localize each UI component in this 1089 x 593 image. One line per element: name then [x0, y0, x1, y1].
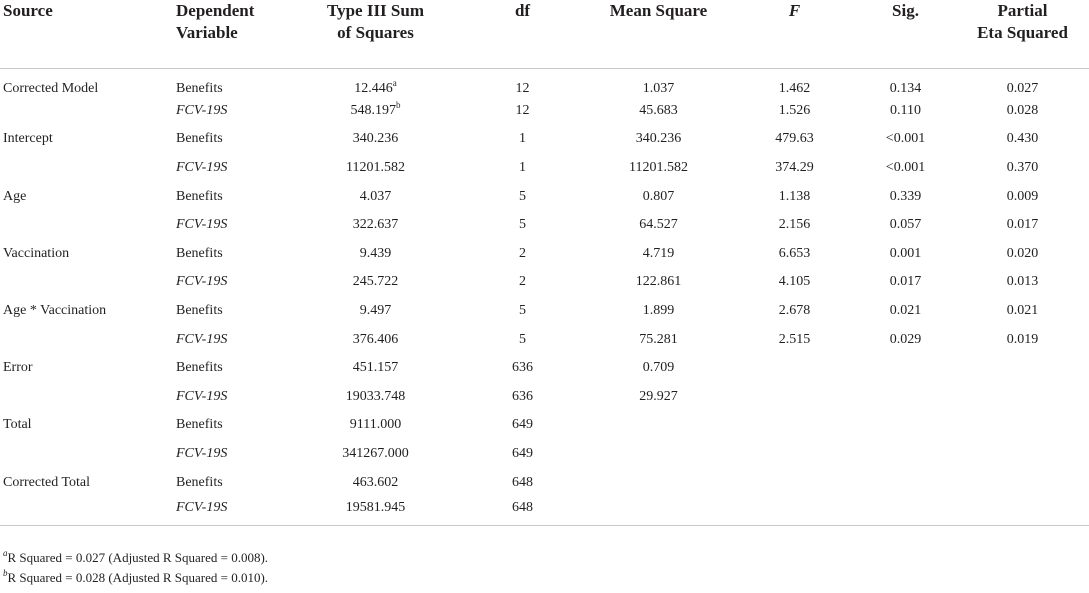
cell-source	[0, 325, 173, 354]
cell-f	[733, 411, 855, 440]
table-body	[0, 68, 1089, 526]
cell-dependent-variable: FCV-19S	[176, 388, 228, 404]
cell-sum-of-squares: 451.157	[352, 360, 399, 376]
cell-mean-square	[583, 411, 733, 440]
cell-partial-eta-squared	[955, 468, 1089, 497]
header-df: df	[514, 1, 531, 20]
cell-dependent-variable: Benefits	[176, 131, 223, 147]
cell-f	[733, 354, 855, 383]
cell-df: 5	[519, 188, 526, 204]
cell-mean-square: 11201.582	[629, 160, 688, 176]
cell-partial-eta-squared: 0.027	[1006, 80, 1039, 96]
cell-partial-eta-squared: 0.019	[1006, 331, 1039, 347]
cell-sum-of-squares: 19581.945	[345, 499, 406, 515]
cell-df: 649	[512, 446, 533, 462]
cell-dependent-variable: FCV-19S	[176, 102, 228, 118]
cell-sum-of-squares: 341267.000	[342, 446, 409, 462]
cell-sig: 0.057	[889, 217, 922, 233]
cell-mean-square	[583, 440, 733, 469]
cell-sig: 0.339	[889, 188, 922, 204]
header-dependent-variable: Dependent Variable	[176, 1, 255, 42]
cell-df: 12	[515, 102, 530, 118]
cell-df: 636	[512, 360, 533, 376]
cell-dependent-variable: Benefits	[176, 360, 223, 376]
cell-sig	[855, 497, 955, 526]
cell-f: 374.29	[775, 160, 814, 176]
cell-partial-eta-squared	[955, 440, 1089, 469]
cell-source	[0, 383, 173, 412]
header-f: F	[788, 1, 801, 20]
cell-dependent-variable: Benefits	[176, 245, 223, 261]
cell-sum-of-squares: 322.637	[352, 217, 399, 233]
table-row	[0, 468, 1089, 497]
cell-mean-square: 29.927	[639, 388, 678, 404]
cell-dependent-variable: Benefits	[176, 188, 223, 204]
table-row	[0, 68, 1089, 97]
table-row	[0, 268, 1089, 297]
cell-mean-square: 0.709	[642, 360, 675, 376]
cell-df: 2	[519, 274, 526, 290]
table-row	[0, 411, 1089, 440]
table-row	[0, 325, 1089, 354]
cell-source: Error	[3, 360, 33, 376]
table-row	[0, 154, 1089, 183]
cell-df: 649	[512, 417, 533, 433]
table-row	[0, 125, 1089, 154]
cell-sig: 0.110	[890, 102, 921, 118]
cell-partial-eta-squared	[955, 411, 1089, 440]
cell-mean-square: 122.861	[635, 274, 682, 290]
cell-sig: 0.134	[889, 80, 922, 96]
table-row	[0, 440, 1089, 469]
cell-source: Corrected Model	[3, 80, 99, 96]
cell-dependent-variable: FCV-19S	[176, 446, 228, 462]
cell-f: 1.462	[778, 80, 811, 96]
cell-f: 1.138	[778, 188, 811, 204]
cell-df: 648	[512, 499, 533, 515]
cell-mean-square	[583, 497, 733, 526]
header-source: Source	[3, 1, 53, 20]
table-row	[0, 354, 1089, 383]
cell-mean-square: 4.719	[642, 245, 675, 261]
cell-partial-eta-squared	[955, 497, 1089, 526]
table-footnotes	[3, 548, 268, 588]
table-row	[0, 182, 1089, 211]
cell-sig	[855, 411, 955, 440]
cell-sig	[855, 468, 955, 497]
cell-f: 6.653	[778, 245, 811, 261]
cell-sum-of-squares: 9111.000	[349, 417, 402, 433]
cell-sig	[855, 383, 955, 412]
cell-dependent-variable: FCV-19S	[176, 274, 228, 290]
cell-sum-of-squares: 9.439	[359, 245, 392, 261]
cell-source: Corrected Total	[3, 474, 91, 490]
cell-f: 4.105	[778, 274, 811, 290]
footnote-marker: b	[396, 99, 401, 110]
cell-mean-square: 64.527	[639, 217, 678, 233]
cell-sum-of-squares: 376.406	[352, 331, 399, 347]
cell-partial-eta-squared: 0.028	[1006, 102, 1039, 118]
cell-f	[733, 497, 855, 526]
table-row	[0, 211, 1089, 240]
cell-sum-of-squares: 12.446$^a$	[354, 77, 397, 96]
cell-sum-of-squares: 245.722	[352, 274, 399, 290]
table-row	[0, 240, 1089, 269]
cell-sum-of-squares: 340.236	[352, 131, 399, 147]
cell-partial-eta-squared: 0.013	[1006, 274, 1039, 290]
footnote-b: $^b$R Squared = 0.028 (Adjusted R Squared = 0.010).	[3, 568, 269, 585]
cell-sig: <0.001	[885, 160, 926, 176]
cell-sum-of-squares: 9.497	[359, 303, 392, 319]
cell-source	[0, 211, 173, 240]
cell-f	[733, 440, 855, 469]
table-row	[0, 97, 1089, 126]
cell-dependent-variable: Benefits	[176, 303, 223, 319]
footnote-a: $^a$R Squared = 0.027 (Adjusted R Squared = 0.008).	[3, 548, 269, 565]
cell-source: Age * Vaccination	[3, 303, 107, 319]
cell-sum-of-squares: 548.197$^b$	[350, 99, 401, 118]
cell-source	[0, 154, 173, 183]
cell-sig	[855, 440, 955, 469]
cell-f	[733, 383, 855, 412]
cell-dependent-variable: FCV-19S	[176, 160, 228, 176]
cell-partial-eta-squared: 0.009	[1006, 188, 1039, 204]
cell-sig: 0.017	[889, 274, 922, 290]
cell-mean-square: 75.281	[639, 331, 678, 347]
header-row	[0, 0, 1089, 68]
header-sum-of-squares: Type III Sum of Squares	[327, 1, 424, 42]
cell-f: 2.156	[778, 217, 811, 233]
cell-partial-eta-squared: 0.370	[1006, 160, 1039, 176]
table-row	[0, 383, 1089, 412]
cell-df: 636	[512, 388, 533, 404]
cell-dependent-variable: FCV-19S	[176, 499, 228, 515]
cell-f: 1.526	[778, 102, 811, 118]
cell-df: 12	[515, 80, 530, 96]
cell-source	[0, 97, 173, 126]
cell-mean-square: 0.807	[642, 188, 675, 204]
cell-source: Age	[3, 188, 27, 204]
cell-sum-of-squares: 463.602	[352, 474, 399, 490]
table-row	[0, 497, 1089, 526]
cell-sig: <0.001	[885, 131, 926, 147]
cell-sig	[855, 354, 955, 383]
cell-sig: 0.029	[889, 331, 922, 347]
header-sig: Sig.	[892, 1, 919, 20]
cell-sum-of-squares: 11201.582	[346, 160, 405, 176]
cell-source: Intercept	[3, 131, 53, 147]
cell-sig: 0.001	[889, 245, 922, 261]
cell-partial-eta-squared: 0.430	[1006, 131, 1039, 147]
cell-df: 5	[519, 331, 526, 347]
cell-f	[733, 468, 855, 497]
cell-partial-eta-squared: 0.017	[1006, 217, 1039, 233]
cell-f: 2.515	[778, 331, 811, 347]
cell-sum-of-squares: 4.037	[359, 188, 392, 204]
header-partial-eta-squared: Partial Eta Squared	[977, 1, 1068, 42]
cell-mean-square: 45.683	[639, 102, 678, 118]
cell-dependent-variable: Benefits	[176, 474, 223, 490]
cell-df: 648	[512, 474, 533, 490]
cell-source	[0, 440, 173, 469]
cell-f: 479.63	[775, 131, 814, 147]
cell-mean-square: 1.037	[642, 80, 675, 96]
cell-f: 2.678	[778, 303, 811, 319]
cell-dependent-variable: Benefits	[176, 417, 223, 433]
cell-partial-eta-squared: 0.020	[1006, 245, 1039, 261]
cell-partial-eta-squared	[955, 383, 1089, 412]
cell-source	[0, 268, 173, 297]
cell-df: 2	[519, 245, 526, 261]
cell-mean-square: 340.236	[635, 131, 682, 147]
cell-df: 1	[519, 160, 526, 176]
cell-mean-square	[583, 468, 733, 497]
cell-partial-eta-squared	[955, 354, 1089, 383]
cell-df: 5	[519, 217, 526, 233]
cell-dependent-variable: FCV-19S	[176, 331, 228, 347]
cell-df: 1	[519, 131, 526, 147]
cell-source: Total	[3, 417, 32, 433]
cell-mean-square: 1.899	[642, 303, 675, 319]
header-mean-square: Mean Square	[609, 1, 708, 20]
footnote-marker: a	[392, 77, 397, 88]
cell-source: Vaccination	[3, 245, 70, 261]
cell-sum-of-squares: 19033.748	[345, 388, 406, 404]
cell-dependent-variable: FCV-19S	[176, 217, 228, 233]
cell-df: 5	[519, 303, 526, 319]
cell-dependent-variable: Benefits	[176, 80, 223, 96]
cell-source	[0, 497, 173, 526]
cell-partial-eta-squared: 0.021	[1006, 303, 1039, 319]
cell-sig: 0.021	[889, 303, 922, 319]
table-row	[0, 297, 1089, 326]
